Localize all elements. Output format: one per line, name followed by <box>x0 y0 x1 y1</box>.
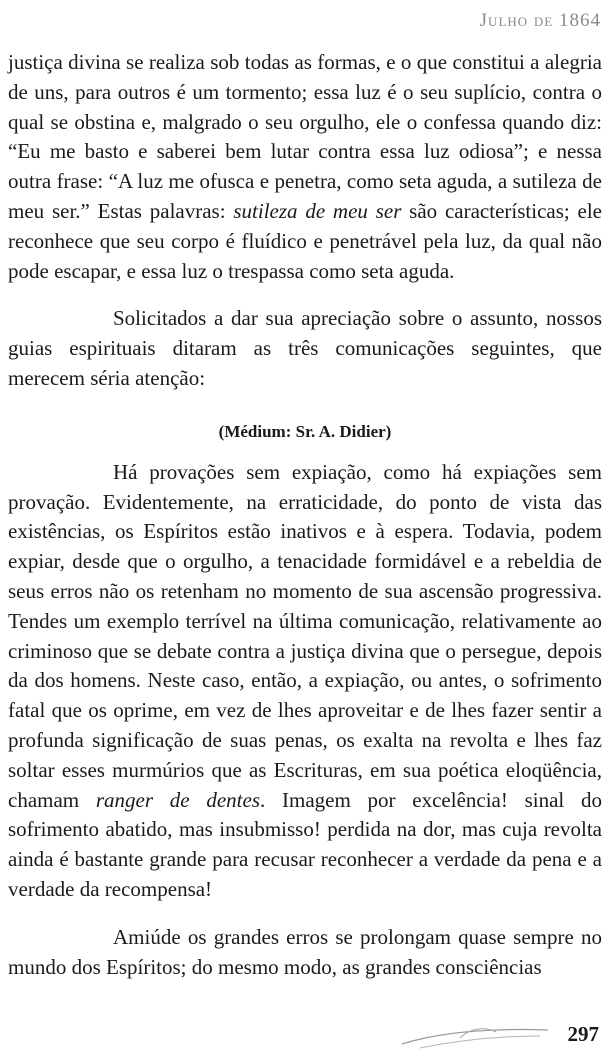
paragraph-3-italic: ranger de dentes <box>95 787 260 812</box>
paragraph-4: Amiúde os grandes erros se prolongam quase sempre no mundo dos Espíritos; do mesmo modo, as grandes consciências <box>8 924 602 979</box>
medium-heading: (Médium: Sr. A. Didier) <box>218 421 392 441</box>
swash-ornament-icon <box>400 1018 550 1052</box>
paragraph-1-text-a: justiça divina se realiza sob todas as formas, e o que constitui a alegria de uns, para outros é um tormento; essa luz é o seu suplício, contra o qual se obstina e, malgrado o seu orgulho, ele o confessa quando diz: “Eu me basto e saberei bem lutar contra essa luz odiosa”; e nessa outra frase: “A luz me ofusca e penetra, como seta aguda, a sutileza de meu ser.” Estas palavras: <box>8 50 602 223</box>
page-body <box>8 48 602 982</box>
page-number: 297 <box>567 1022 599 1046</box>
paragraph-1-text-b: são características; ele reconhece que seu corpo é fluídico e penetrável pela luz, da qual não pode escapar, e essa luz o trespassa como seta aguda. <box>8 198 602 283</box>
running-head: Julho de 1864 <box>479 10 601 31</box>
paragraph-2: Solicitados a dar sua apreciação sobre o assunto, nossos guias espirituais ditaram as três comunicações seguintes, que merecem séria atenção: <box>8 306 602 390</box>
paragraph-1 <box>8 48 602 286</box>
paragraph-3-text-b: . Imagem por excelência! sinal do sofrimento abatido, mas insubmisso! perdida na dor, mas cuja revolta ainda é bastante grande para recusar reconhecer a verdade da pena e a verdade da recompensa! <box>8 787 602 901</box>
paragraph-1-italic: sutileza de meu ser <box>233 198 402 223</box>
paragraph-3-text-a: Há provações sem expiação, como há expiações sem provação. Evidentemente, na erraticidade, do ponto de vista das existências, os Espíritos estão inativos e à espera. Todavia, podem expiar, desde que o orgulho, a tenacidade formidável e a rebeldia de seus erros não os retenham no momento de sua ascensão progressiva. Tendes um exemplo terrível na última comunicação, relativamente ao criminoso que se debate contra a justiça divina que o persegue, depois da dos homens. Neste caso, então, a expiação, ou antes, o sofrimento fatal que os oprime, em vez de lhes aproveitar e de lhes fazer sentir a profunda significação de suas penas, os exalta na revolta e lhes faz soltar esses murmúrios que as Escrituras, em sua poética eloqüência, chamam <box>8 459 602 812</box>
paragraph-3 <box>8 458 602 905</box>
